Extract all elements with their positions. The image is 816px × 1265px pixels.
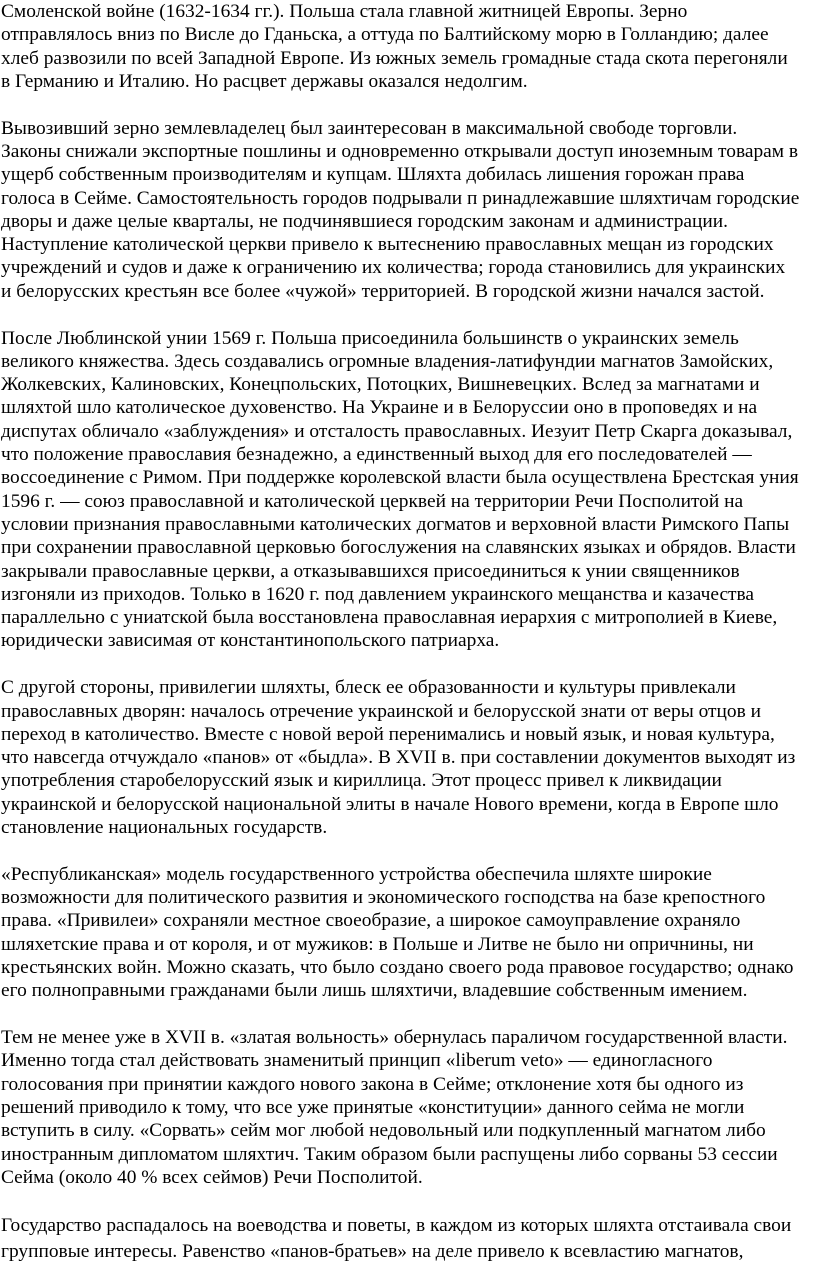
paragraph-lublin-union: После Люблинской унии 1569 г. Польша присоединила большинств о украинских земель великого княжества. Здесь создавались огромные владения-латифундии магнатов Замойских, Жолкевских, Калиновских, Конецпольских, Потоцких, Вишневецких. Вслед за магнатами и шляхтой шло католическое духовенство. На Украине и в Белоруссии оно в проповедях и на диспутах обличало «заблуждения» и отсталость православных. Иезуит Петр Скарга доказывал, что положение православия безнадежно, а единственный выход для его последователей — воссоединение с Римом. При поддержке королевской власти была осуществлена Брестская уния 1596 г. — союз православной и католической церквей на территории Речи Посполитой на условии признания православными католических догматов и верховной власти Римского Папы при сохранении православной церковью богослужения на славянских языках и обрядов. Власти закрывали православные церкви, а отказывавшихся присоединиться к унии священников изгоняли из приходов. Только в 1620 г. под давлением украинского мещанства и казачества параллельно с униатской была восстановлена православная иерархия с митрополией в Киеве, юридически зависимая от константинопольского патриарха.: [1, 327, 799, 652]
paragraph-grain-trade: Вывозивший зерно землевладелец был заинтересован в максимальной свободе торговли. Законы снижали экспортные пошлины и одновременно открывали доступ иноземным товарам в ущерб собственным производителям и купцам. Шляхта добилась лишения горожан права голоса в Сейме. Самостоятельность городов подрывали п ринадлежавшие шляхтичам городские дворы и даже целые кварталы, не подчинявшиеся городским законам и администрации. Наступление католической церкви привело к вытеснению православных мещан из городских учреждений и судов и даже к ограничению их количества; города становились для украинских и белорусских крестьян все более «чужой» территорией. В городской жизни начался застой.: [1, 117, 800, 302]
paragraph-liberum-veto: Тем не менее уже в XVII в. «златая вольность» обернулась параличом государственной власти. Именно тогда стал действовать знаменитый принцип «liberum veto» — единогласного голосования при принятии каждого нового закона в Сейме; отклонение хотя бы одного из решений приводило к тому, что все уже принятые «конституции» данного сейма не могли вступить в силу. «Сорвать» сейм мог любой недовольный или подкупленный магнатом либо иностранным дипломатом шляхтич. Таким образом были распущены либо сорваны 53 сессии Сейма (около 40 % всех сеймов) Речи Посполитой.: [1, 1027, 788, 1188]
paragraph-szlachta-privileges: С другой стороны, привилегии шляхты, блеск ее образованности и культуры привлекали православных дворян: началось отречение украинской и белорусской знати от веры отцов и переход в католичество. Вместе с новой верой перенимались и новый язык, и новая культура, что навсегда отчуждало «панов» от «быдла». В XVII в. при составлении документов выходят из употребления старобелорусский язык и кириллица. Этот процесс привел к ликвидации украинской и белорусской национальной элиты в начале Нового времени, когда в Европе шло становление национальных государств.: [1, 677, 796, 838]
paragraph-republican-model: «Республиканская» модель государственного устройства обеспечила шляхте широкие возможности для политического развития и экономического господства на базе крепостного права. «Привилеи» сохраняли местное своеобразие, а широкое самоуправление охраняло шляхетские права и от короля, и от мужиков: в Польше и Литве не было ни опричнины, ни крестьянских войн. Можно сказать, что было создано своего рода правовое государство; однако его полноправными гражданами были лишь шляхтичи, владевшие собственным имением.: [1, 863, 794, 1002]
paragraph-smolensk-war: Смоленской войне (1632-1634 гг.). Польша стала главной житницей Европы. Зерно отправлялось вниз по Висле до Гданьска, а оттуда по Балтийскому морю в Голландию; далее хлеб развозили по всей Западной Европе. Из южных земель громадные стада скота перегоняли в Германию и Италию. Но расцвет державы оказался недолгим.: [1, 1, 788, 92]
paragraph-voivodeships: Государство распадалось на воеводства и поветы, в каждом из которых шляхта отстаивала свои групповые интересы. Равенство «панов-братьев» на деле привело к всевластию магнатов,: [1, 1214, 792, 1262]
